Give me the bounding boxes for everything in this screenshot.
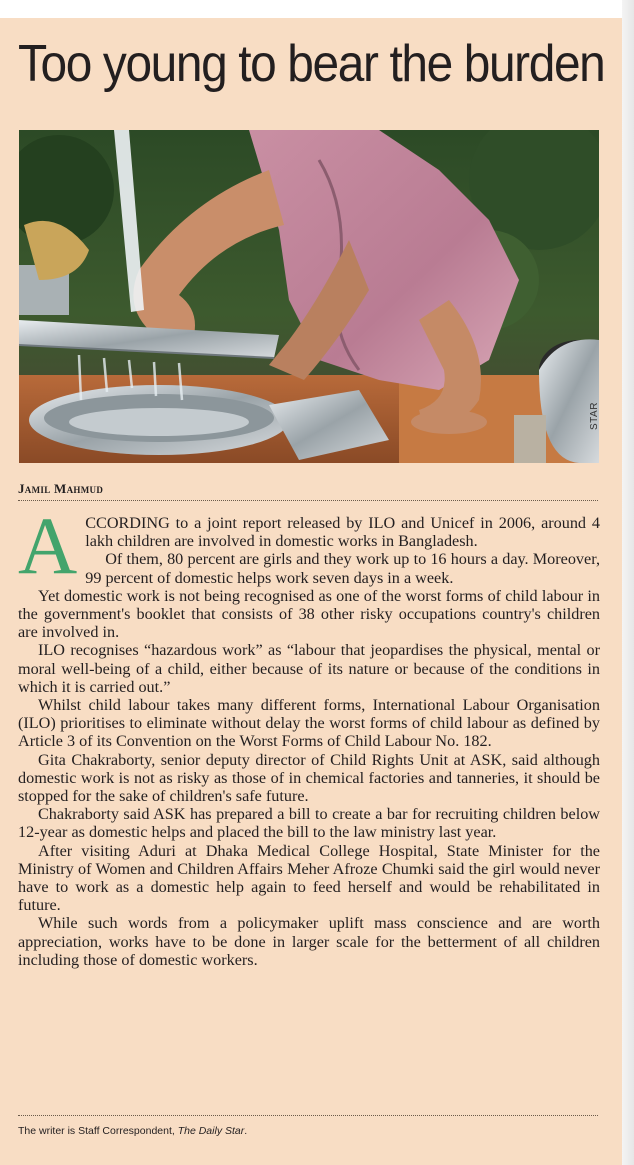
article-photo — [19, 130, 599, 463]
paragraph-3: Yet domestic work is not being recognised as one of the worst forms of child labour in the government's booklet that consists of 38 other risky occupations country's children are involved in. — [18, 586, 600, 642]
paragraph-9: While such words from a policymaker uplift mass conscience and are worth appreciation, works have to be done in larger scale for the betterment of all children including those of domestic workers. — [18, 914, 600, 969]
footer-divider — [18, 1115, 598, 1116]
author-note: The writer is Staff Correspondent, The Daily Star. — [18, 1125, 248, 1137]
paragraph-8: After visiting Aduri at Dhaka Medical College Hospital, State Minister for the Ministry of Women and Children Affairs Meher Afroze Chumki said the girl would never have to work as a domestic help again to feed herself and would be rehabilitated in future. — [18, 841, 600, 915]
photo-credit: STAR — [589, 402, 600, 430]
headline: Too young to bear the burden — [18, 35, 605, 93]
publication-name: The Daily Star — [177, 1125, 245, 1137]
byline-divider — [18, 500, 598, 501]
paragraph-1: ACCORDING to a joint report released by ILO and Unicef in 2006, around 4 lakh children are involved in domestic works in Bangladesh. — [18, 500, 600, 591]
paragraph-5: Whilst child labour takes many different forms, International Labour Organisation (ILO) prioritises to eliminate without delay the worst forms of child labour as defined by Article 3 of its Convention on the Worst Forms of Child Labour No. 182. — [18, 696, 600, 751]
page-edge — [622, 0, 634, 1165]
paragraph-7: Chakraborty said ASK has prepared a bill to create a bar for recruiting children below 12-year as domestic helps and placed the bill to the law ministry last year. — [18, 805, 600, 842]
paragraph-6: Gita Chakraborty, senior deputy director of Child Rights Unit at ASK, said although domestic work is not as risky as those of in chemical factories and tanneries, it should be stopped for the sake of children's safe future. — [18, 750, 600, 806]
paragraph-4: ILO recognises “hazardous work” as “labour that jeopardises the physical, mental or moral well-being of a child, either because of its nature or because of the conditions in which it is carried out.” — [18, 641, 600, 696]
byline: Jamil Mahmud — [18, 481, 104, 496]
article-body — [18, 500, 600, 969]
drop-cap: A — [18, 500, 78, 591]
paragraph-2: Of them, 80 percent are girls and they work up to 16 hours a day. Moreover, 99 percent of domestic helps work seven days in a week. — [85, 550, 600, 587]
